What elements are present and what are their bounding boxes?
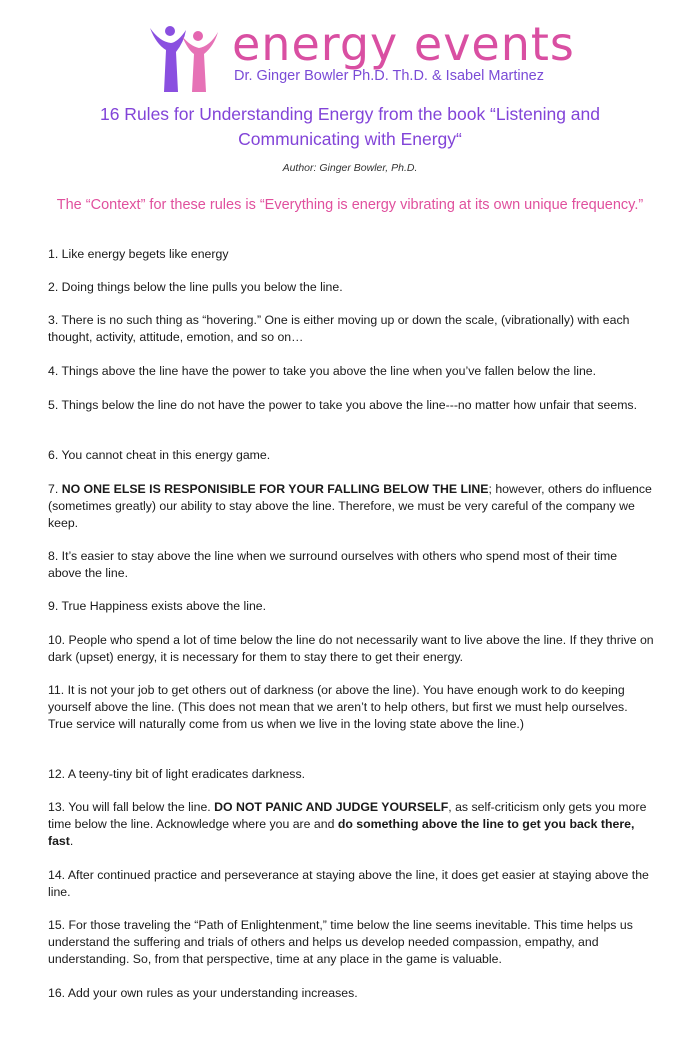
page-title: 16 Rules for Understanding Energy from the book “Listening and Communicating with Energy“ <box>99 104 600 149</box>
author-line: Author: Ginger Bowler, Ph.D. <box>282 162 418 174</box>
rule-text: 3. There is no such thing as “hovering.” One is either moving up or down the scale, (vibrationally) with each thought, activity, attitude, emotion, and so on… <box>48 313 630 344</box>
rule-item-16 <box>48 985 654 1002</box>
rule-item-9 <box>48 598 654 615</box>
rule-text: ; however, others do influence (sometimes greatly) our ability to stay above the line. Therefore, we must be very careful of the company we keep. <box>48 482 652 530</box>
rule-text: 15. For those traveling the “Path of Enlightenment,” time below the line seems inevitable. This time helps us understand the suffering and trials of others and helps us develop needed compassion, empathy, and understanding. So, from that perspective, time at any place in the game is valuable. <box>48 918 633 966</box>
rule-item-3 <box>48 312 654 346</box>
rule-item-7 <box>48 481 654 532</box>
rule-text: 2. Doing things below the line pulls you below the line. <box>48 280 343 294</box>
rule-text: 11. It is not your job to get others out of darkness (or above the line). You have enough work to do keeping yourself above the line. (This does not mean that we aren’t to help others, but first we must help ourselves. True service will naturally come from us when we live in the loving state above the line.) <box>48 683 628 731</box>
rule-item-10 <box>48 632 654 666</box>
rule-item-14 <box>48 867 654 901</box>
rule-item-12 <box>48 766 654 783</box>
rule-item-13 <box>48 799 654 850</box>
rule-text: 1. Like energy begets like energy <box>48 247 229 261</box>
brand-name: energy events <box>232 17 575 71</box>
context-statement: The “Context” for these rules is “Everything is energy vibrating at its own unique frequency.” <box>56 197 644 213</box>
rule-text: 7. <box>48 482 62 496</box>
rule-text: 14. After continued practice and perseverance at staying above the line, it does get easier at staying above the line. <box>48 868 649 899</box>
rule-emphasis-text: DO NOT PANIC AND JUDGE YOURSELF <box>214 800 449 814</box>
rule-text: 8. It’s easier to stay above the line when we surround ourselves with others who spend most of their time above the line. <box>48 549 618 580</box>
rule-text: 6. You cannot cheat in this energy game. <box>48 448 271 462</box>
rule-item-2 <box>48 279 654 296</box>
rule-text: 12. A teeny-tiny bit of light eradicates darkness. <box>48 767 306 781</box>
rule-text: 9. True Happiness exists above the line. <box>48 599 267 613</box>
rule-text: 4. Things above the line have the power to take you above the line when you’ve fallen below the line. <box>48 364 597 378</box>
rule-item-1 <box>48 246 654 263</box>
rule-text: 16. Add your own rules as your understanding increases. <box>48 986 358 1000</box>
rule-item-11 <box>48 682 654 733</box>
rule-text: . <box>69 834 74 848</box>
rule-item-4 <box>48 363 654 380</box>
brand-subtitle: Dr. Ginger Bowler Ph.D. Th.D. & Isabel Martinez <box>234 68 544 84</box>
rule-emphasis-text: do something above the line to get you back there, fast <box>48 817 635 848</box>
rule-item-6 <box>48 447 654 464</box>
rule-item-15 <box>48 917 654 968</box>
rule-item-8 <box>48 548 654 582</box>
rule-text: 5. Things below the line do not have the power to take you above the line---no matter how unfair that seems. <box>48 398 638 412</box>
rule-text: , as self-criticism only gets you more time below the line. Acknowledge where you are and <box>48 800 647 831</box>
energy-events-logo <box>148 17 575 98</box>
rule-text: 13. You will fall below the line. <box>48 800 215 814</box>
rule-emphasis-text: NO ONE ELSE IS RESPONISIBLE FOR YOUR FALLING BELOW THE LINE <box>61 482 489 496</box>
rule-text: 10. People who spend a lot of time below the line do not necessarily want to live above the line. If they thrive on dark (upset) energy, it is necessary for them to stay there to get their energy. <box>48 633 654 664</box>
two-figures-logo-icon <box>148 22 228 94</box>
rule-item-5 <box>48 397 654 414</box>
